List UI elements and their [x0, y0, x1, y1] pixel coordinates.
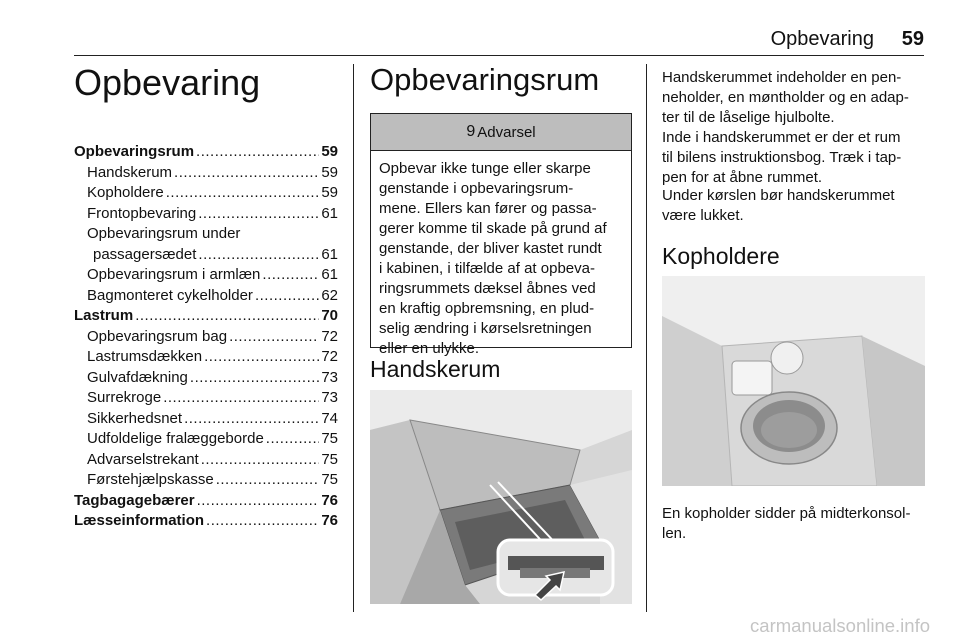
toc-entry-page: 73: [321, 368, 338, 386]
toc-entry-label: Opbevaringsrum bag: [87, 327, 228, 345]
toc-entry-page: 72: [321, 327, 338, 345]
warning-header: [371, 114, 631, 151]
column-divider-left: [353, 64, 354, 612]
header-rule: [74, 55, 924, 56]
toc-entry-label: Opbevaringsrum: [74, 143, 195, 160]
kopholdere-text: En kopholder sidder på midterkonsol- len.: [662, 505, 911, 542]
column-divider-right: [646, 64, 647, 612]
toc-leader-dots: [201, 450, 320, 471]
section-title: Opbevaringsrum: [370, 62, 600, 97]
warning-text: Opbevar ikke tunge eller skarpe genstande i opbevaringsrum- mene. Ellers kan fører og passa- gerer komme til skade på grund af genstande, der bliver kastet rundt i kabinen, i tilfælde af at opbeva- ringsrummets dæksel åbnes ved en kraftig opbremsning, en plud- selig ændring i kørselsretningen eller en ulykke.: [379, 160, 607, 357]
watermark-footer: carmanualsonline.info: [750, 615, 930, 636]
page-number: 59: [901, 28, 924, 50]
toc-entry-page: 61: [321, 266, 338, 283]
toc-entry-label: Læsseinformation: [74, 512, 205, 529]
toc-entry-page: 70: [321, 307, 338, 324]
table-of-contents: [74, 142, 338, 532]
toc-entry-page: 75: [321, 430, 338, 447]
toc-entry-page: 73: [321, 389, 338, 406]
toc-entry-label: Surrekroge: [87, 389, 162, 406]
cupholder-illustration: [662, 276, 925, 486]
toc-entry-page: 76: [321, 491, 338, 509]
toc-entry-page: 74: [321, 409, 338, 427]
toc-entry[interactable]: [74, 327, 338, 348]
toc-leader-dots: [174, 163, 319, 184]
warning-title: Advarsel: [477, 123, 536, 141]
toc-leader-dots: [197, 491, 320, 512]
paragraph-handskerum-contents: Handskerummet indeholder en pen- neholder, en møntholder og en adap- ter til de låselige hjulbolte.: [662, 69, 909, 126]
toc-entry-label: Lastrum: [74, 307, 134, 324]
toc-leader-dots: [255, 286, 319, 307]
toc-entry-page: 72: [321, 348, 338, 365]
toc-entry-label: Opbevaringsrum i armlæn: [87, 266, 261, 283]
toc-entry[interactable]: [74, 142, 338, 163]
toc-leader-dots: [206, 511, 319, 532]
toc-entry-label: Førstehjælpskasse: [87, 471, 214, 488]
toc-entry-label: Handskerum: [87, 163, 173, 181]
toc-entry-page: 61: [321, 204, 338, 222]
toc-leader-dots: [198, 204, 319, 225]
toc-leader-dots: [198, 245, 319, 266]
toc-entry[interactable]: [74, 245, 338, 266]
toc-entry[interactable]: [74, 368, 338, 389]
warning-box: [370, 113, 632, 357]
toc-leader-dots: [266, 429, 320, 450]
toc-entry-page: 76: [321, 512, 338, 529]
handskerum-heading: Handskerum: [370, 356, 501, 382]
toc-entry-page: 75: [321, 471, 338, 488]
toc-entry[interactable]: [74, 491, 338, 512]
toc-leader-dots: [196, 142, 319, 163]
toc-leader-dots: [166, 183, 320, 204]
toc-leader-dots: [262, 265, 319, 286]
toc-entry[interactable]: [74, 183, 338, 204]
toc-entry-label: passagersædet: [93, 245, 197, 263]
toc-entry[interactable]: [74, 306, 338, 327]
toc-entry-label: Frontopbevaring: [87, 204, 197, 222]
toc-leader-dots: [204, 347, 319, 368]
toc-leader-dots: [229, 327, 319, 348]
toc-entry[interactable]: [74, 409, 338, 430]
toc-entry-label: Advarselstrekant: [87, 450, 199, 468]
paragraph-handskerum-closed: Under kørslen bør handskerummet være lukket.: [662, 187, 895, 224]
toc-entry-label: Opbevaringsrum under: [87, 225, 241, 242]
toc-entry-page: 59: [321, 143, 338, 160]
toc-entry[interactable]: [74, 470, 338, 491]
toc-entry[interactable]: [74, 347, 338, 368]
toc-entry[interactable]: [74, 450, 338, 471]
toc-leader-dots: [216, 470, 320, 491]
toc-entry[interactable]: [74, 286, 338, 307]
toc-entry-label: Kopholdere: [87, 184, 164, 201]
toc-leader-dots: [184, 409, 319, 430]
toc-entry-page: 75: [321, 450, 338, 468]
toc-leader-dots: [163, 388, 319, 409]
toc-entry[interactable]: [74, 163, 338, 184]
toc-entry[interactable]: [74, 388, 338, 409]
toc-entry[interactable]: [74, 224, 338, 245]
toc-entry-label: Gulvafdækning: [87, 368, 188, 386]
toc-entry-page: 59: [321, 163, 338, 181]
kopholdere-heading: Kopholdere: [662, 243, 780, 269]
toc-entry-label: Lastrumsdækken: [87, 348, 203, 365]
toc-entry[interactable]: [74, 204, 338, 225]
toc-entry[interactable]: [74, 429, 338, 450]
running-header-title: Opbevaring: [770, 28, 874, 50]
warning-icon: 9: [466, 123, 476, 140]
toc-entry-label: Udfoldelige fralæggeborde: [87, 430, 264, 447]
toc-entry-label: Bagmonteret cykelholder: [87, 286, 253, 304]
toc-leader-dots: [135, 306, 319, 327]
chapter-title: Opbevaring: [74, 62, 261, 103]
toc-leader-dots: [190, 368, 319, 389]
glovebox-illustration: [370, 390, 632, 604]
toc-entry-label: Sikkerhedsnet: [87, 409, 183, 427]
toc-entry-page: 61: [321, 245, 338, 263]
paragraph-handskerum-manual: Inde i handskerummet er der et rum til bilens instruktionsbog. Træk i tap- pen for at åbne rummet.: [662, 129, 902, 186]
toc-entry[interactable]: [74, 511, 338, 532]
toc-entry-page: 59: [321, 184, 338, 201]
toc-entry-label: Tagbagagebærer: [74, 491, 195, 509]
toc-entry[interactable]: [74, 265, 338, 286]
toc-entry-page: 62: [321, 286, 338, 304]
